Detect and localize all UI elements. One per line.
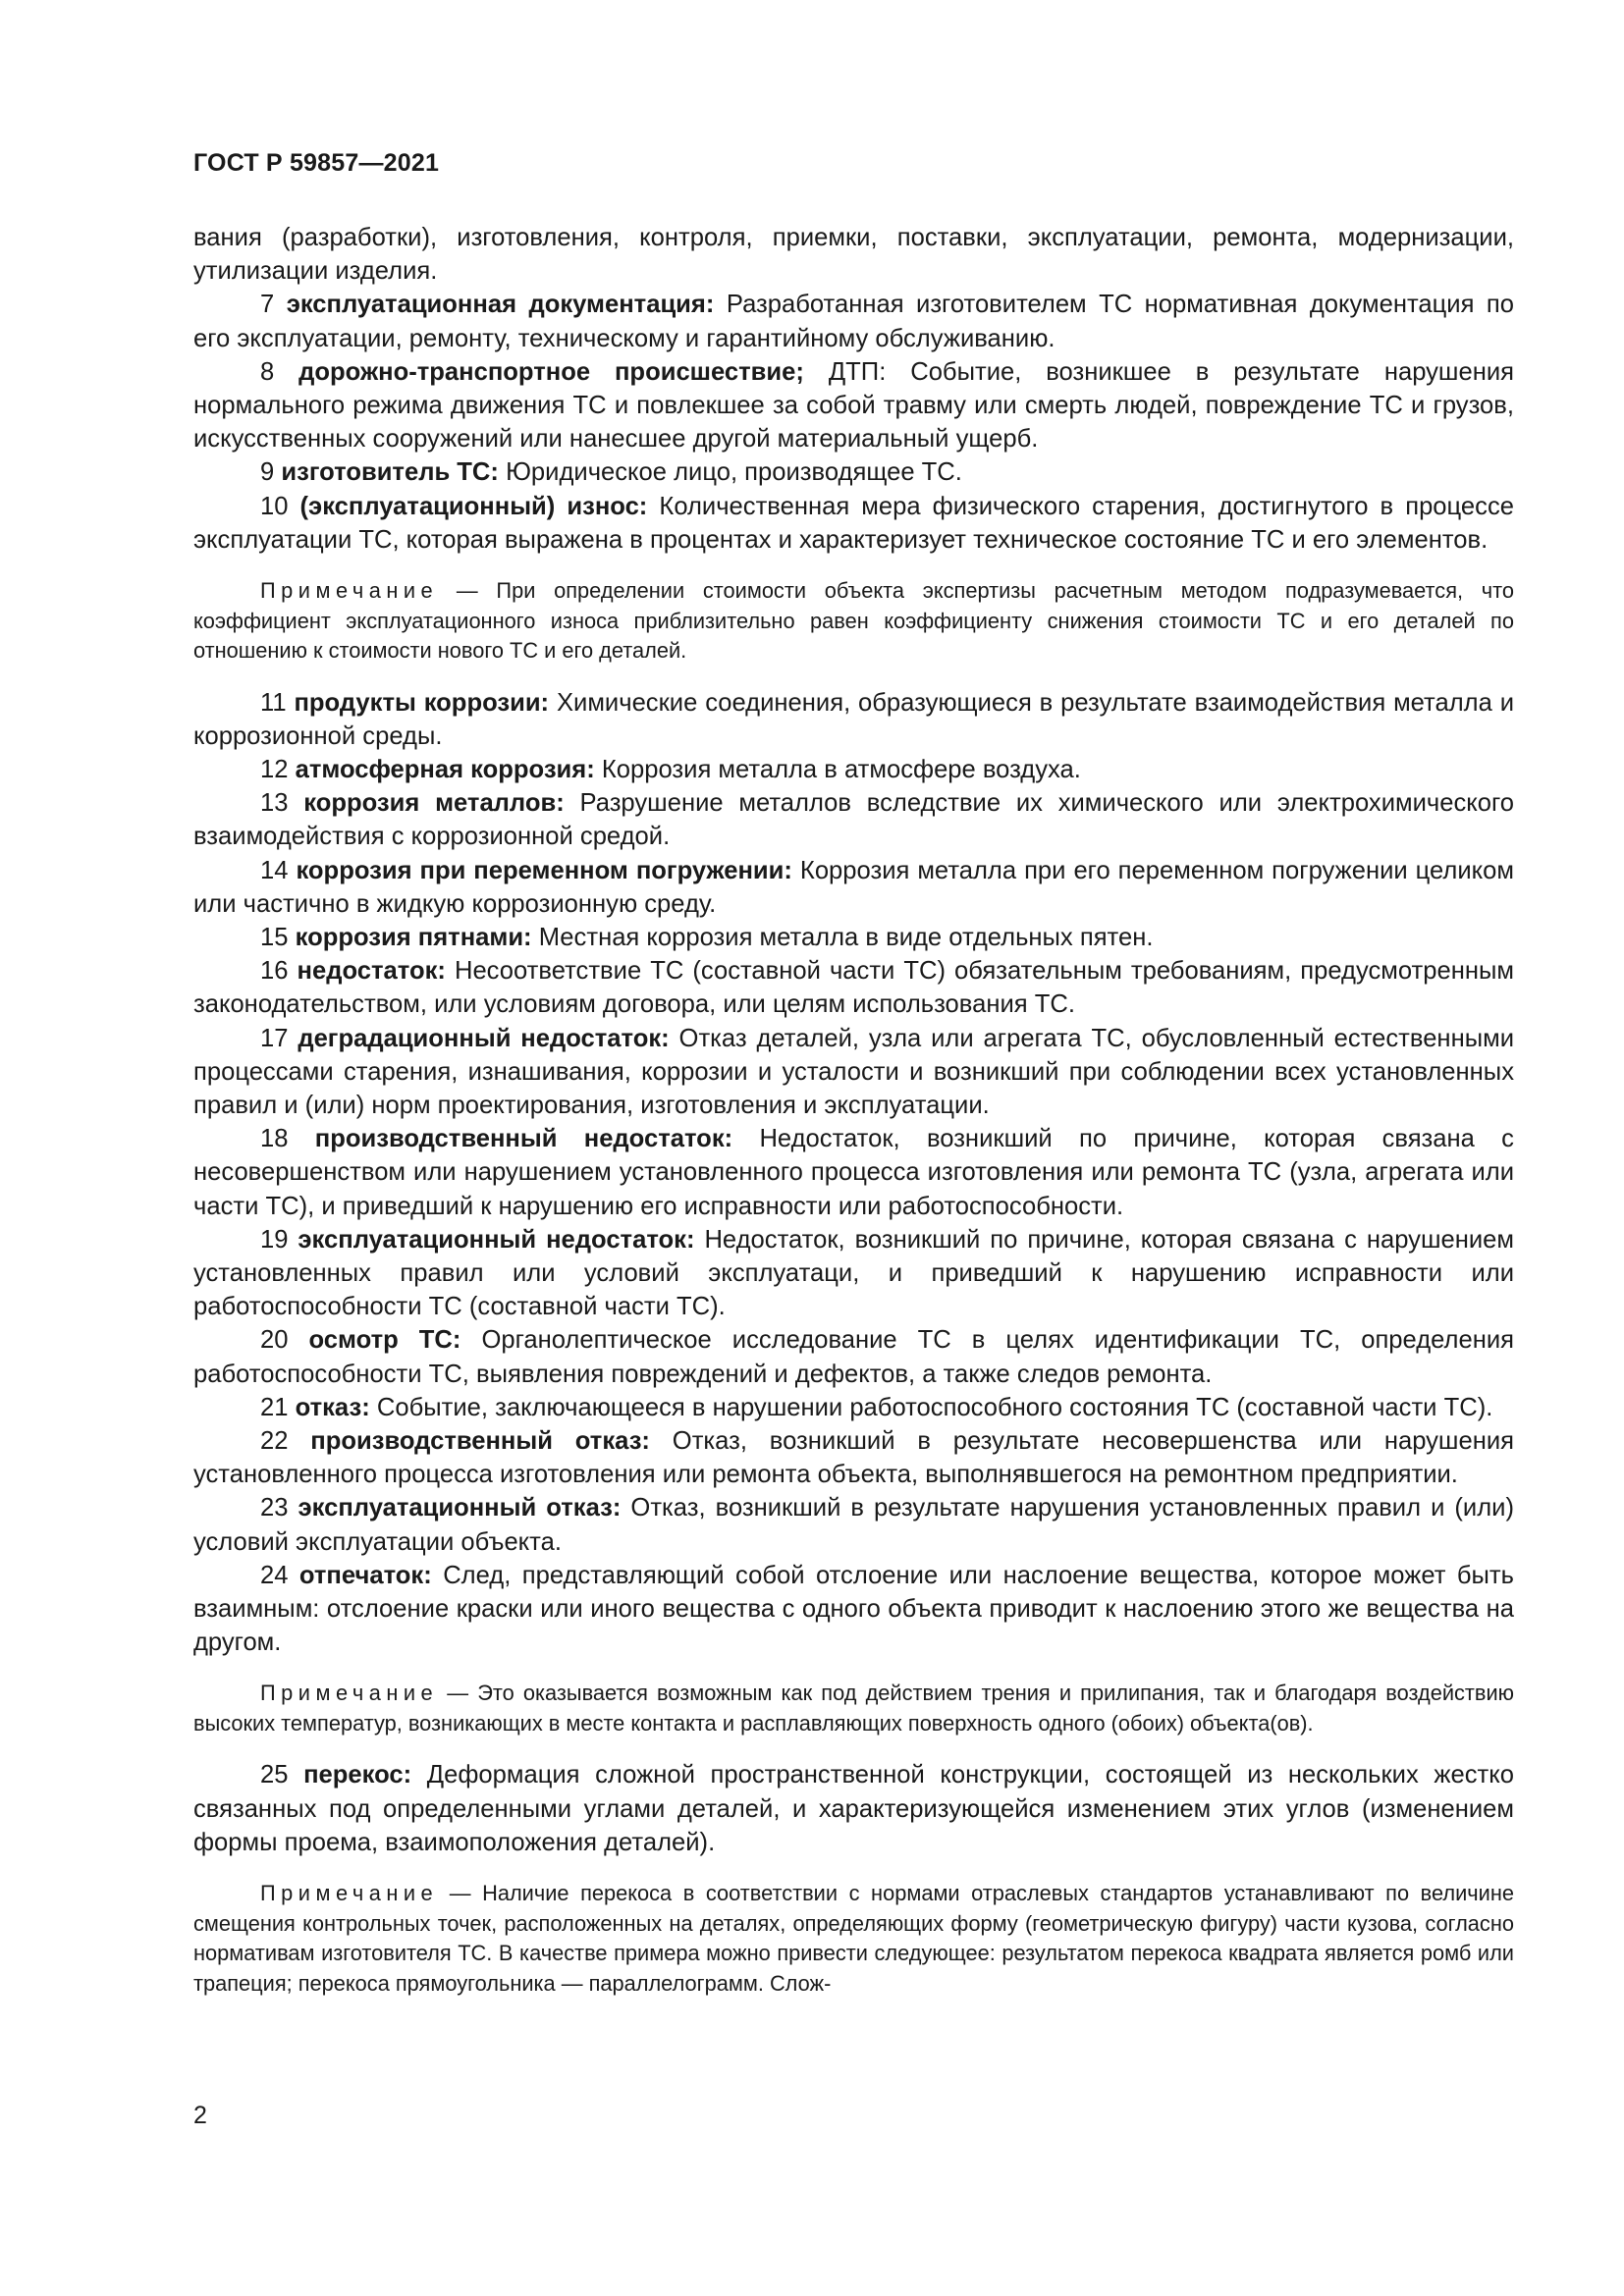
term-title: продукты коррозии:	[294, 688, 550, 717]
term-number: 17	[260, 1024, 289, 1052]
paragraph-intro: вания (разработки), изготовления, контроля, приемки, поставки, эксплуатации, ремонта, модернизации, утилизации изделия.	[193, 224, 1514, 286]
document-body	[193, 221, 1514, 2018]
term-item-18	[193, 1122, 1514, 1223]
term-number: 18	[260, 1125, 289, 1153]
term-number: 16	[260, 957, 289, 986]
term-definition: Деформация сложной пространственной конструкции, состоящей из нескольких жестко связанных под определенными углами деталей, и характеризующейся изменением этих углов (изменением формы проема, взаимоположения деталей).	[193, 1761, 1514, 1856]
term-title: отпечаток:	[298, 1561, 432, 1589]
term-item-21	[193, 1391, 1514, 1424]
term-definition: Юридическое лицо, производящее ТС.	[506, 458, 962, 487]
term-item-19	[193, 1223, 1514, 1324]
term-title: (эксплуатационный) износ:	[299, 492, 648, 520]
term-number: 23	[260, 1494, 289, 1522]
note-text: — Это оказывается возможным как под действием трения и прилипания, так и благодаря воздействию высоких температур, возникающих в месте контакта и расплавляющих поверхность одного (обоих) объекта(ов).	[193, 1681, 1514, 1735]
term-definition: Отказ, возникший в результате несовершенства или нарушения установленного процесса изготовления или ремонта объекта, выполнявшегося на ремонтном предприятии.	[193, 1427, 1514, 1489]
term-title: коррозия пятнами:	[295, 923, 532, 951]
term-item-8	[193, 355, 1514, 456]
term-item-17	[193, 1022, 1514, 1123]
term-item-10	[193, 490, 1514, 557]
term-item-13	[193, 786, 1514, 853]
term-definition: Органолептическое исследование ТС в целях идентификации ТС, определения работоспособности ТС, выявления повреждений и дефектов, а также следов ремонта.	[193, 1326, 1514, 1388]
term-number: 8	[260, 357, 275, 386]
term-item-25	[193, 1758, 1514, 1859]
term-definition: Отказ, возникший в результате нарушения установленных правил и (или) условий эксплуатации объекта.	[193, 1494, 1514, 1556]
term-item-22	[193, 1424, 1514, 1491]
term-definition: Отказ деталей, узла или агрегата ТС, обусловленный естественными процессами старения, изнашивания, коррозии и усталости и возникший при соблюдении всех установленных правил и (или) норм проектирования, изготовления и эксплуатации.	[193, 1024, 1514, 1119]
term-title: производственный отказ:	[310, 1427, 650, 1455]
term-definition: Химические соединения, образующиеся в результате взаимодействия металла и коррозионной среды.	[193, 688, 1514, 750]
term-definition: Разработанная изготовителем ТС нормативная документация по его эксплуатации, ремонту, техническому и гарантийному обслуживанию.	[193, 291, 1514, 352]
term-definition: Коррозия металла в атмосфере воздуха.	[601, 755, 1081, 783]
term-title: недостаток:	[297, 957, 446, 986]
term-number: 9	[260, 458, 275, 487]
document-header: ГОСТ Р 59857—2021	[193, 149, 440, 177]
term-item-14	[193, 854, 1514, 921]
note-label: Примечание	[260, 1881, 439, 1906]
page-number: 2	[193, 2102, 207, 2129]
term-title: производственный недостаток:	[314, 1125, 733, 1153]
term-title: изготовитель ТС:	[281, 458, 499, 487]
term-item-11	[193, 686, 1514, 753]
term-number: 11	[260, 688, 287, 717]
term-number: 24	[260, 1561, 289, 1589]
term-definition: Коррозия металла при его переменном погружении целиком или частично в жидкую коррозионную среду.	[193, 856, 1514, 918]
term-item-20	[193, 1323, 1514, 1390]
term-title: коррозия металлов:	[303, 789, 565, 818]
term-number: 22	[260, 1427, 289, 1455]
note-3	[193, 1879, 1514, 1999]
note-2	[193, 1679, 1514, 1738]
term-number: 12	[260, 755, 289, 783]
term-number: 21	[260, 1393, 289, 1421]
note-text: — При определении стоимости объекта экспертизы расчетным методом подразумевается, что коэффициент эксплуатационного износа приблизительно равен коэффициенту снижения стоимости ТС и его деталей по отношению к стоимости нового ТС и его деталей.	[193, 578, 1514, 664]
term-number: 25	[260, 1761, 289, 1789]
term-title: перекос:	[303, 1761, 412, 1789]
term-title: дорожно-транспортное происшествие;	[298, 357, 804, 386]
term-item-7	[193, 288, 1514, 354]
term-definition: Разрушение металлов вследствие их химического или электрохимического взаимодействия с коррозионной средой.	[193, 789, 1514, 851]
note-label: Примечание	[260, 578, 439, 604]
term-title: эксплуатационный отказ:	[298, 1494, 622, 1522]
term-definition: ДТП: Событие, возникшее в результате нарушения нормального режима движения ТС и повлекшее за собой травму или смерть людей, повреждение ТС и грузов, искусственных сооружений или нанесшее другой материальный ущерб.	[193, 357, 1514, 454]
note-text: — Наличие перекоса в соответствии с нормами отраслевых стандартов устанавливают по величине смещения контрольных точек, расположенных на деталях, определяющих форму (геометрическую фигуру) части кузова, согласно нормативам изготовителя ТС. В качестве примера можно привести следующее: результатом перекоса квадрата является ромб или трапеция; перекоса прямоугольника — параллелограмм. Слож-	[193, 1881, 1514, 1996]
term-item-24	[193, 1559, 1514, 1660]
term-number: 20	[260, 1326, 289, 1355]
term-item-9	[193, 455, 1514, 489]
term-number: 15	[260, 923, 289, 951]
term-item-15	[193, 921, 1514, 954]
term-definition: Событие, заключающееся в нарушении работоспособного состояния ТС (составной части ТС).	[376, 1393, 1493, 1421]
note-1	[193, 576, 1514, 667]
term-title: эксплуатационная документация:	[286, 291, 715, 319]
term-number: 14	[260, 856, 289, 884]
term-definition: След, представляющий собой отслоение или наслоение вещества, которое может быть взаимным: отслоение краски или иного вещества с одного объекта приводит к наслоению этого же вещества на другом.	[193, 1561, 1514, 1657]
term-item-23	[193, 1491, 1514, 1558]
term-number: 13	[260, 789, 289, 818]
term-number: 10	[260, 492, 289, 520]
term-number: 7	[260, 291, 275, 319]
term-title: осмотр ТС:	[308, 1326, 461, 1355]
term-title: коррозия при переменном погружении:	[296, 856, 792, 884]
term-number: 19	[260, 1225, 289, 1254]
term-definition: Несоответствие ТС (составной части ТС) обязательным требованиям, предусмотренным законодательством, или условиям договора, или целям использования ТС.	[193, 957, 1514, 1019]
term-definition: Недостаток, возникший по причине, которая связана с нарушением установленных правил или условий эксплуатаци, и приведший к нарушению исправности или работоспособности ТС (составной части ТС).	[193, 1225, 1514, 1321]
term-item-12	[193, 753, 1514, 786]
term-title: эксплуатационный недостаток:	[298, 1225, 695, 1254]
term-definition: Недостаток, возникший по причине, которая связана с несовершенством или нарушением установленного процесса изготовления или ремонта ТС (узла, агрегата или части ТС), и приведший к нарушению его исправности или работоспособности.	[193, 1125, 1514, 1220]
term-title: деградационный недостаток:	[298, 1024, 670, 1052]
term-title: атмосферная коррозия:	[295, 755, 595, 783]
term-definition: Местная коррозия металла в виде отдельных пятен.	[538, 923, 1154, 951]
term-title: отказ:	[295, 1393, 370, 1421]
term-definition: Количественная мера физического старения, достигнутого в процессе эксплуатации ТС, которая выражена в процентах и характеризует техническое состояние ТС и его элементов.	[193, 492, 1514, 554]
note-label: Примечание	[260, 1681, 439, 1706]
term-item-16	[193, 954, 1514, 1021]
